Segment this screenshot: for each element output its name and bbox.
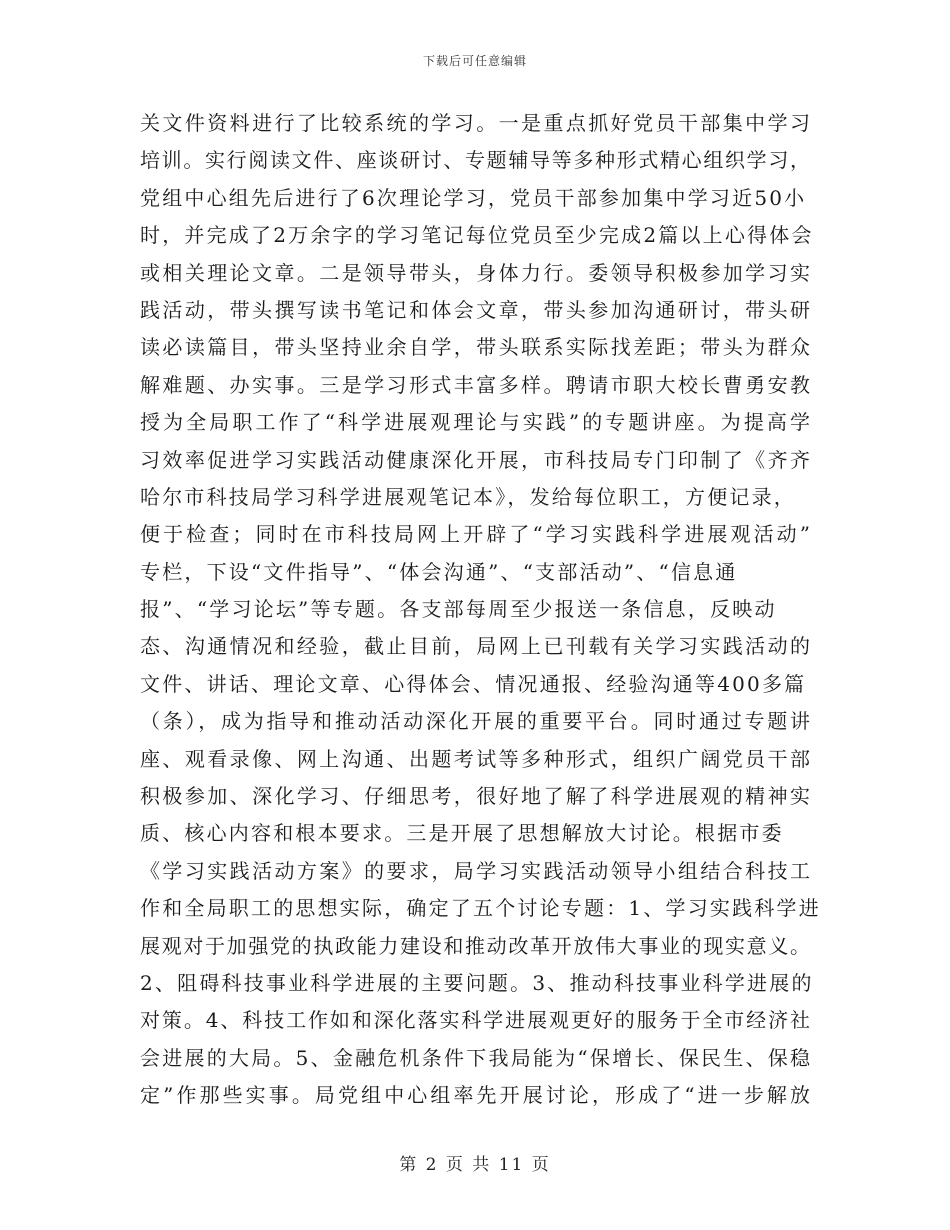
body-text-line: 态、沟通情况和经验，截止目前，局网上已刊载有关学习实践活动的 bbox=[140, 634, 810, 659]
body-text-line: 作和全局职工的思想实际，确定了五个讨论专题：1、学习实践科学进 bbox=[140, 896, 821, 921]
body-text-line: 会进展的大局。5、金融危机条件下我局能为“保增长、保民生、保稳 bbox=[140, 1045, 810, 1070]
body-text-line: 习效率促进学习实践活动健康深化开展，市科技局专门印制了《齐齐 bbox=[140, 447, 810, 472]
body-text-line: 培训。实行阅读文件、座谈研讨、专题辅导等多种形式精心组织学习， bbox=[140, 148, 810, 173]
page-footer-page-number: 第 2 页 共 11 页 bbox=[399, 1155, 551, 1175]
body-text-line: 党组中心组先后进行了6次理论学习，党员干部参加集中学习近50小 bbox=[140, 185, 807, 210]
body-text-line: 积极参加、深化学习、仔细思考，很好地了解了科学进展观的精神实 bbox=[140, 784, 810, 809]
body-text-line: 读必读篇目，带头坚持业余自学，带头联系实际找差距；带头为群众 bbox=[140, 335, 810, 360]
body-text-line: 报”、“学习论坛”等专题。各支部每周至少报送一条信息，反映动 bbox=[140, 597, 777, 622]
body-text-line: 便于检查；同时在市科技局网上开辟了“学习实践科学进展观活动” bbox=[140, 522, 810, 547]
body-text-line: 2、阻碍科技事业科学进展的主要问题。3、推动科技事业科学进展的 bbox=[140, 970, 814, 995]
document-body bbox=[140, 105, 821, 1115]
body-text-line: 文件、讲话、理论文章、心得体会、情况通报、经验沟通等400多篇 bbox=[140, 671, 807, 696]
body-text-line: 定”作那些实事。局党组中心组率先开展讨论，形成了“进一步解放 bbox=[140, 1083, 810, 1108]
body-text-line: （条），成为指导和推动活动深化开展的重要平台。同时通过专题讲 bbox=[140, 709, 810, 734]
body-text-line: 《学习实践活动方案》的要求，局学习实践活动领导小组结合科技工 bbox=[140, 858, 810, 883]
body-text-line: 授为全局职工作了“科学进展观理论与实践”的专题讲座。为提高学 bbox=[140, 410, 810, 435]
body-text-line: 质、核心内容和根本要求。三是开展了思想解放大讨论。根据市委 bbox=[140, 821, 784, 846]
body-text-line: 关文件资料进行了比较系统的学习。一是重点抓好党员干部集中学习 bbox=[140, 111, 810, 135]
body-text-line: 解难题、办实事。三是学习形式丰富多样。聘请市职大校长曹勇安教 bbox=[140, 372, 810, 397]
body-text-line: 座、观看录像、网上沟通、出题考试等多种形式，组织广阔党员干部 bbox=[140, 746, 810, 771]
body-text-line: 时，并完成了2万余字的学习笔记每位党员至少完成2篇以上心得体会 bbox=[140, 223, 814, 248]
body-text-line: 哈尔市科技局学习科学进展观笔记本》，发给每位职工，方便记录， bbox=[140, 484, 796, 509]
body-text-line: 或相关理论文章。二是领导带头，身体力行。委领导积极参加学习实 bbox=[140, 260, 810, 285]
body-text-line: 对策。4、科技工作如和深化落实科学进展观更好的服务于全市经济社 bbox=[140, 1008, 810, 1033]
page-header: 下载后可任意编辑 bbox=[422, 54, 527, 68]
body-text-line: 践活动，带头撰写读书笔记和体会文章，带头参加沟通研讨，带头研 bbox=[140, 297, 810, 322]
body-text-line: 展观对于加强党的执政能力建设和推动改革开放伟大事业的现实意义。 bbox=[140, 933, 810, 958]
body-text-line: 专栏，下设“文件指导”、“体会沟通”、“支部活动”、“信息通 bbox=[140, 559, 738, 584]
